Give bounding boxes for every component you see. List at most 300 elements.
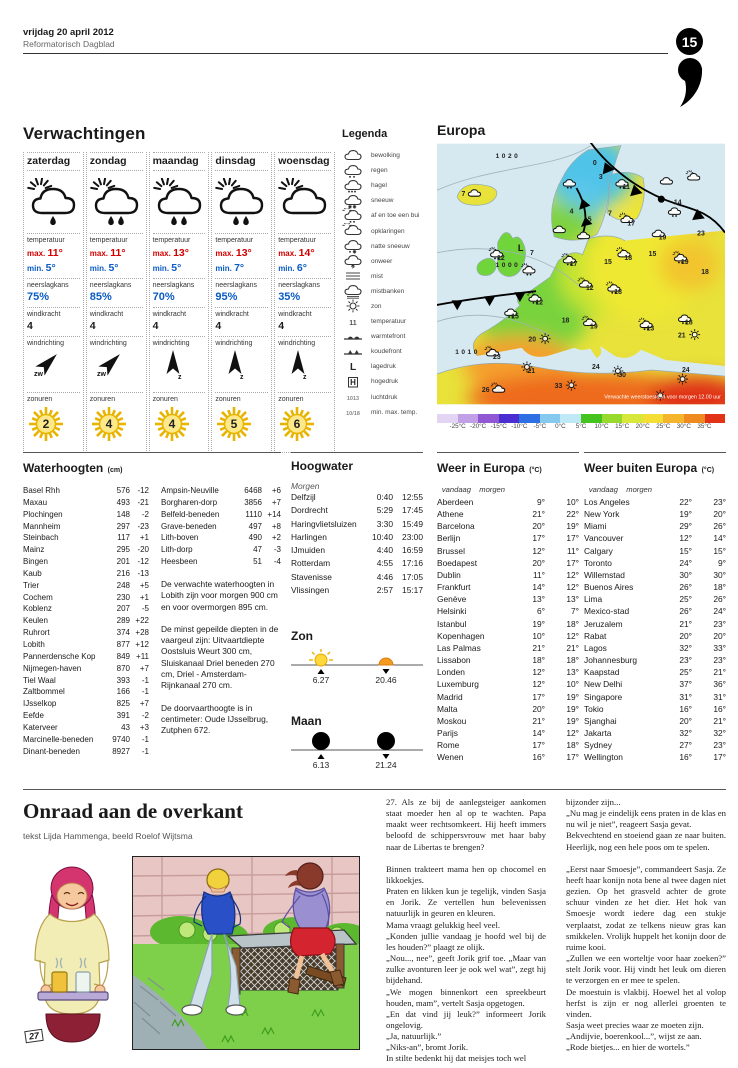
sun-hours-block (90, 392, 143, 452)
waterlevel-row (23, 686, 149, 698)
temperature-block (90, 233, 143, 278)
temp-tomorrow: 18° (566, 618, 579, 629)
europe-weather-section (437, 452, 579, 763)
station-change: -20 (137, 545, 149, 555)
temp-tomorrow: 18° (566, 740, 579, 751)
legend-item-label: opklaringen (371, 227, 405, 235)
tide-station: Stavenisse (291, 571, 332, 582)
temp-tomorrow: 7° (570, 606, 579, 617)
temp-tomorrow: 23° (713, 618, 726, 629)
svg-text:z: z (303, 374, 307, 381)
zonuren-label: zonuren (89, 396, 116, 403)
wind-force: 4 (215, 320, 222, 332)
sun-hours-block (278, 392, 331, 452)
city-weather-row (584, 569, 726, 581)
station-level: 248 (116, 580, 130, 590)
waterlevel-row (23, 521, 149, 533)
temp-tomorrow: 18° (713, 582, 726, 593)
temp-today: 26° (679, 582, 692, 593)
tides-subtitle: Morgen (291, 481, 320, 491)
city-weather-row (584, 666, 726, 678)
waterlevels-column-2 (161, 485, 281, 568)
precipitation-block (215, 278, 268, 307)
sun-hours-icon (27, 405, 65, 443)
paragraph-gap (566, 853, 726, 864)
map-temperature-label: 24 (681, 367, 690, 375)
legend-item-label: warmtefront (371, 333, 406, 341)
temp-today: 6° (536, 606, 545, 617)
temp-tomorrow: 30° (713, 569, 726, 580)
svg-text:zw: zw (96, 371, 106, 378)
city-name: Vancouver (584, 533, 624, 544)
station-name: Ruhrort (23, 628, 50, 638)
story-paragraph: „Nou..., nee”, geeft Jorik grif toe. „Maar van zulke avonturen leer je ook wel wat”, zegt hij bijdehand. (386, 953, 546, 986)
temp-today: 17° (532, 740, 545, 751)
city-name: Rome (437, 740, 460, 751)
legend-section (342, 128, 436, 420)
station-level: 289 (116, 616, 130, 626)
legend-item (342, 223, 436, 238)
station-level: 825 (116, 699, 130, 709)
temp-today: 12° (532, 545, 545, 556)
city-weather-row (584, 727, 726, 739)
city-weather-row (437, 691, 579, 703)
temperatuur-label: temperatuur (215, 237, 254, 244)
temperatuur-label: temperatuur (152, 237, 191, 244)
temp-tomorrow: 15° (713, 545, 726, 556)
story-paragraph: „Ja, natuurlijk.” (386, 1031, 442, 1042)
scale-swatch (540, 414, 561, 423)
windkracht-label: windkracht (215, 311, 249, 318)
station-name: Pannerdensche Kop (23, 651, 96, 661)
station-name: Tiel Waal (23, 675, 56, 685)
map-temperature-label: 7 (461, 191, 466, 199)
city-weather-row (584, 678, 726, 690)
city-name: Buenos Aires (584, 582, 634, 593)
scale-label: -5°C (533, 423, 547, 430)
max-temperature: max. 13° (152, 247, 189, 259)
wind-direction-block (90, 336, 143, 392)
waterlevel-row (23, 746, 149, 758)
map-temperature-label: 20 (528, 336, 537, 344)
city-weather-row (584, 630, 726, 642)
city-name: Aberdeen (437, 497, 474, 507)
waterlevel-row (23, 580, 149, 592)
sun-hours-icon (215, 405, 253, 443)
comic-panel-illustration (132, 856, 360, 1050)
temp-tomorrow: 19° (566, 715, 579, 726)
onweer-icon (342, 253, 364, 269)
city-weather-row (584, 715, 726, 727)
legend-item (342, 374, 436, 389)
station-change: +7 (139, 663, 149, 673)
temp-today: 18° (532, 655, 545, 666)
station-change: -21 (137, 497, 149, 507)
map-temperature-label: 14 (673, 199, 682, 207)
svg-text:6: 6 (293, 417, 301, 431)
tide-time-1: 5:29 (376, 505, 393, 516)
map-temperature-label: 18 (614, 289, 622, 297)
wind-force-block (27, 307, 80, 336)
city-name: Parijs (437, 727, 458, 738)
svg-text:1013: 1013 (346, 396, 360, 403)
story-paragraph: Praten en likken kun je tegelijk, vinden Sasja en Jorik. Ze vertellen hun belevenissen natuurlijk in geuren en kleuren. (386, 886, 546, 919)
legend-item (342, 208, 436, 223)
sun-rain-2-weather-icon (215, 178, 265, 226)
temp-tomorrow: 12° (566, 569, 579, 580)
tide-row (291, 571, 423, 584)
city-weather-row (437, 751, 579, 763)
wind-direction-block (27, 336, 80, 392)
waterlevel-row (23, 592, 149, 604)
svg-text:L: L (349, 361, 357, 373)
section-rule (437, 452, 579, 453)
station-name: Kaub (23, 568, 42, 578)
legend-item-label: zon (371, 302, 382, 310)
forecast-day-dinsdag (211, 152, 272, 453)
legend-item (342, 359, 436, 374)
waterlevel-row (23, 627, 149, 639)
map-temperature-label: 3 (598, 174, 603, 182)
scale-swatch (458, 414, 479, 423)
day-weather-icon (90, 171, 143, 233)
station-level: 216 (116, 568, 130, 578)
svg-text:4: 4 (105, 417, 113, 431)
precipitation-chance: 85% (89, 291, 112, 303)
map-temperature-label: 18 (685, 319, 693, 327)
hagel-icon (342, 178, 364, 194)
tide-time-2: 16:59 (402, 545, 423, 556)
legend-items (342, 148, 436, 420)
temp-today: 37° (679, 679, 692, 690)
min-temperature: min. 6° (278, 262, 307, 274)
col-today: vandaag (588, 485, 618, 494)
waterlevel-row (161, 509, 281, 521)
city-weather-row (584, 739, 726, 751)
station-level: 6468 (244, 486, 262, 495)
temp-today: 20° (532, 703, 545, 714)
sun-hours-icon (153, 405, 191, 443)
zonuren-label: zonuren (27, 396, 53, 403)
scale-label: -20°C (470, 423, 487, 430)
temp-today: 17° (532, 691, 545, 702)
station-level: 391 (116, 711, 130, 721)
temp-tomorrow: 21° (566, 642, 579, 653)
station-change: -1 (141, 687, 149, 697)
svg-text:5: 5 (231, 417, 238, 431)
svg-text:zw: zw (34, 371, 43, 378)
city-name: Frankfurt (437, 582, 471, 593)
windrichting-label: windrichting (27, 340, 64, 347)
city-weather-row (437, 496, 579, 508)
city-name: Toronto (584, 557, 612, 568)
sun-rain-2-weather-icon (90, 178, 140, 226)
comma-logo-icon (677, 58, 704, 108)
city-name: Lagos (584, 642, 607, 653)
koudefront-icon (342, 344, 364, 360)
temp-tomorrow: 31° (713, 691, 726, 702)
scale-label: 25°C (656, 423, 671, 430)
wind-force-block (90, 307, 143, 336)
map-temperature-label: 12 (535, 299, 544, 307)
scale-swatch (663, 414, 684, 423)
sunrise-time: 6.27 (312, 675, 330, 686)
temp-today: 21° (532, 509, 545, 520)
temp-today: 30° (679, 569, 692, 580)
legend-item (342, 148, 436, 163)
city-weather-row (437, 545, 579, 557)
temp-today: 29° (679, 521, 692, 532)
temp-tomorrow: 9° (717, 557, 726, 568)
temp-tomorrow: 26° (713, 594, 726, 605)
temperature-scale-labels (437, 423, 725, 432)
temp-tomorrow: 21° (713, 715, 726, 726)
waterlevel-row (161, 521, 281, 533)
day-name: maandag (153, 152, 206, 171)
story-paragraph: „Eerst naar Smoesje”, commandeert Sasja. Ze heeft haar konijn nota bene al twee dagen niet gezien. Op het grasveld achter de grote schuur vinden ze het dier. Het hok van Smoesje wordt iedere dag een stukje verplaatst, zodat ze telkens nieuw gras kan smikkelen. Vrolijk huppelt het konijn door de ruime kooi. (566, 863, 726, 952)
day-weather-icon (215, 171, 268, 233)
waterlevel-row (23, 532, 149, 544)
temp-today: 24° (679, 557, 692, 568)
scale-swatch (519, 414, 540, 423)
max-temperature: max. 11° (27, 247, 63, 259)
city-weather-row (584, 642, 726, 654)
europe-weather-header (437, 484, 579, 496)
station-change: +12 (135, 639, 149, 649)
sun-title: Zon (291, 629, 313, 644)
station-level: 576 (116, 486, 130, 495)
map-caption: Verwachte weerstoestand voor morgen 12.00 uur (604, 394, 721, 401)
temp-today: 14° (532, 727, 545, 738)
waterlevel-row (161, 556, 281, 568)
tide-row (291, 504, 423, 517)
lagedruk-icon (342, 359, 364, 375)
legend-item-label: bewolking (371, 152, 400, 160)
precipitation-block (278, 278, 331, 307)
scale-label: -15°C (490, 423, 507, 430)
legend-item (342, 178, 436, 193)
waterlevel-row (161, 532, 281, 544)
station-name: Katerveer (23, 722, 58, 732)
svg-text:10/18: 10/18 (346, 411, 360, 418)
tide-time-1: 4:40 (376, 545, 393, 556)
scale-label: 0°C (555, 423, 566, 430)
legend-item-label: sneeuw (371, 197, 394, 205)
city-weather-row (437, 593, 579, 605)
scale-swatch (478, 414, 499, 423)
mistbanken-icon (342, 283, 364, 299)
city-name: Miami (584, 521, 607, 532)
tide-time-2: 15:49 (402, 518, 423, 529)
temp-today: 11° (532, 569, 545, 580)
temp-tomorrow: 12° (566, 630, 579, 641)
temp-tomorrow: 19° (566, 521, 579, 532)
temp-tomorrow: 11° (566, 545, 579, 556)
legend-item (342, 329, 436, 344)
legend-item (342, 239, 436, 254)
story-paragraph: Sasja weet precies waar ze moeten zijn. (566, 1019, 704, 1030)
station-name: Keulen (23, 616, 48, 626)
city-name: Moskou (437, 715, 467, 726)
city-weather-row (437, 520, 579, 532)
city-name: Tokio (584, 703, 604, 714)
wind-force-block (278, 307, 331, 336)
world-weather-header (584, 484, 726, 496)
story-paragraph: „We mogen binnenkort een spreekbeurt houden, mam”, vertelt Sasja opgetogen. (386, 986, 546, 1008)
station-level: 1110 (245, 509, 262, 519)
city-weather-row (584, 618, 726, 630)
europe-weather-map (437, 143, 725, 405)
waterlevel-row (161, 485, 281, 497)
tide-time-1: 10:40 (372, 531, 393, 542)
precipitation-chance: 75% (27, 291, 50, 303)
temp-today: 31° (679, 691, 692, 702)
map-temperature-label: 18 (624, 254, 633, 262)
station-change: +14 (267, 509, 281, 519)
moonrise-time: 6.13 (312, 760, 330, 771)
story-paragraph: Binnen trakteert mama hen op chocomel en likkoekjes. (386, 863, 546, 885)
station-level: 870 (116, 663, 130, 673)
station-level: 47 (253, 545, 262, 555)
city-weather-row (584, 703, 726, 715)
day-name: dinsdag (215, 152, 268, 171)
city-weather-row (584, 654, 726, 666)
zonuren-label: zonuren (278, 396, 304, 403)
legend-item-label: af en toe een bui (371, 212, 420, 220)
station-change: +22 (135, 616, 149, 626)
city-name: Las Palmas (437, 642, 481, 653)
map-station-sun-icon (566, 380, 577, 391)
legend-item (342, 314, 436, 329)
sneeuw-icon (342, 193, 364, 209)
city-weather-row (584, 751, 726, 763)
tide-time-1: 2:57 (376, 585, 393, 596)
city-weather-row (437, 605, 579, 617)
waterlevel-note: De doorvaarthoogte is in centimeter: Oude IJsselbrug, Zutphen 672. (161, 702, 269, 736)
neerslagkans-label: neerslagkans (89, 282, 132, 289)
map-temperature-label: 0 (592, 159, 597, 167)
header-rule (23, 53, 668, 54)
station-name: Ampsin-Neuville (161, 486, 219, 495)
day-name: woensdag (278, 152, 331, 171)
bui-icon (342, 208, 364, 224)
legend-item-label: koudefront (371, 348, 402, 356)
station-level: 166 (116, 687, 130, 697)
story-rule (23, 789, 726, 790)
city-weather-row (437, 532, 579, 544)
city-name: Mexico-stad (584, 606, 630, 617)
station-name: Koblenz (23, 604, 52, 614)
legend-item (342, 269, 436, 284)
tide-station: Rotterdam (291, 558, 331, 569)
tide-row (291, 531, 423, 544)
city-weather-row (584, 496, 726, 508)
city-name: Johannesburg (584, 655, 638, 666)
scale-label: 5°C (575, 423, 587, 430)
wind-direction-z-icon (278, 349, 318, 383)
windkracht-label: windkracht (152, 311, 187, 318)
scale-swatch (622, 414, 643, 423)
temperatuur-label: temperatuur (27, 237, 65, 244)
temp-tomorrow: 17° (713, 752, 726, 763)
precipitation-block (153, 278, 206, 307)
isobar-label: 1020 (495, 152, 521, 160)
temp-tomorrow: 22° (566, 509, 579, 520)
waterlevel-row (23, 603, 149, 615)
waterlevel-row (23, 722, 149, 734)
mist-icon (342, 268, 364, 284)
day-weather-icon (27, 171, 80, 233)
opklaringen-icon (342, 223, 364, 239)
waterlevel-row (23, 544, 149, 556)
waterlevels-title: Waterhoogten (23, 461, 104, 475)
map-temperature-label: 15 (511, 313, 519, 321)
map-temperature-label: 30 (618, 372, 626, 380)
scale-label: 10°C (594, 423, 609, 430)
station-change: +28 (135, 628, 149, 638)
city-weather-row (437, 678, 579, 690)
story-byline: tekst Lijda Hammenga, beeld Roelof Wijtsma (23, 831, 193, 841)
temp-today: 26° (679, 606, 692, 617)
windkracht-label: windkracht (278, 311, 312, 318)
city-name: Athene (437, 509, 464, 520)
precipitation-chance: 70% (152, 291, 175, 303)
station-change: -12 (137, 486, 149, 495)
forecast-day-zondag (86, 152, 147, 453)
story-paragraph: „Andijvie, boerenkool...”, wijst ze aan. (566, 1031, 702, 1042)
temp-tomorrow: 20° (713, 630, 726, 641)
city-name: Madrid (437, 691, 463, 702)
sunset-time: 20.46 (375, 675, 397, 686)
station-level: 490 (248, 533, 262, 543)
station-level: 497 (248, 521, 262, 531)
forecast-day-zaterdag (23, 152, 84, 453)
zon-icon (342, 298, 364, 314)
station-name: Nijmegen-haven (23, 663, 82, 673)
map-temperature-label: 33 (554, 383, 563, 391)
neerslagkans-label: neerslagkans (27, 282, 69, 289)
city-weather-row (584, 520, 726, 532)
temp-today: 20° (532, 521, 545, 532)
wind-force: 4 (89, 320, 96, 332)
temperature-scale (437, 414, 725, 423)
city-name: Rabat (584, 630, 607, 641)
map-temperature-label: 7 (529, 249, 534, 257)
station-change: -23 (137, 521, 149, 531)
neerslagkans-label: neerslagkans (152, 282, 195, 289)
bewolking-icon (342, 148, 364, 164)
sun-hours-icon (90, 405, 128, 443)
station-change: -1 (141, 734, 149, 744)
map-temperature-label: 12 (585, 285, 594, 293)
station-change: +3 (139, 722, 149, 732)
section-rule (291, 452, 423, 453)
neerslagkans-label: neerslagkans (278, 282, 320, 289)
temp-today: 19° (532, 618, 545, 629)
city-name: New York (584, 509, 620, 520)
city-weather-row (437, 654, 579, 666)
map-temperature-label: 18 (701, 269, 709, 276)
tide-time-1: 0:40 (376, 492, 393, 502)
tide-time-2: 17:45 (402, 505, 423, 516)
tide-station: Delfzijl (291, 492, 316, 502)
city-name: Londen (437, 667, 465, 678)
station-change: -2 (141, 711, 149, 721)
station-name: Belfeld-beneden (161, 509, 220, 519)
scale-label: 35°C (697, 423, 712, 430)
temp-tomorrow: 13° (566, 667, 579, 678)
station-name: Lith-dorp (161, 545, 193, 555)
